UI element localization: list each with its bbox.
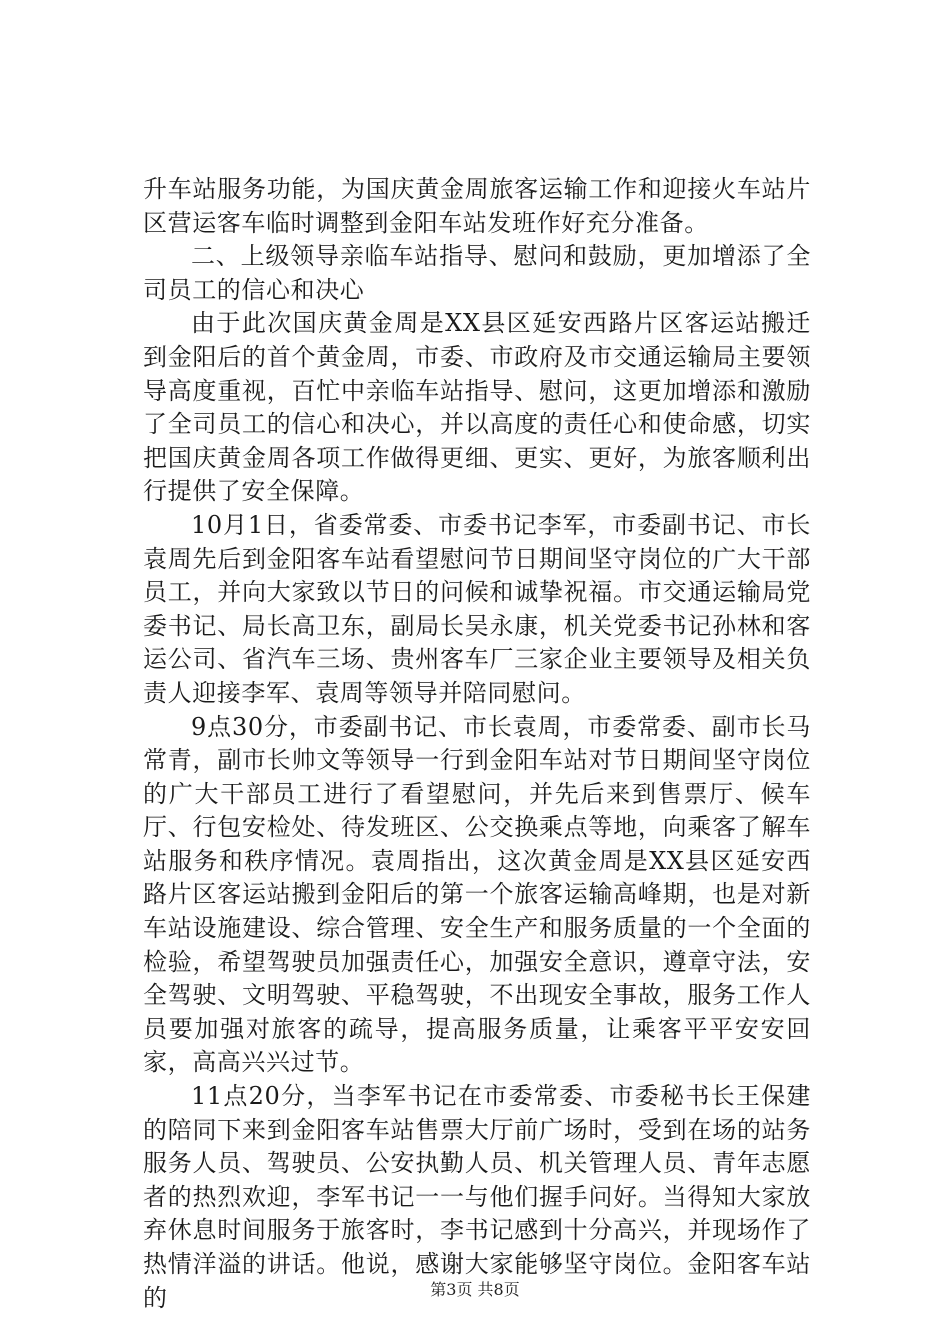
paragraph-3: 由于此次国庆黄金周是XX县区延安西路片区客运站搬迁到金阳后的首个黄金周，市委、市政府及市交通运输局主要领导高度重视，百忙中亲临车站指导、慰问，这更加增添和激励了全司员工的信心和决心，并以高度的责任心和使命感，切实把国庆黄金周各项工作做得更细、更实、更好，为旅客顺利出行提供了安全保障。 <box>143 309 811 506</box>
paragraph-5: 9点30分，市委副书记、市长袁周，市委常委、副市长马常青，副市长帅文等领导一行到金阳车站对节日期间坚守岗位的广大干部员工进行了看望慰问，并先后来到售票厅、候车厅、行包安检处、待发班区、公交换乘点等地，向乘客了解车站服务和秩序情况。袁周指出，这次黄金周是XX县区延安西路片区客运站搬到金阳后的第一个旅客运输高峰期，也是对新车站设施建设、综合管理、安全生产和服务质量的一个全面的检验，希望驾驶员加强责任心，加强安全意识，遵章守法，安全驾驶、文明驾驶、平稳驾驶，不出现安全事故，服务工作人员要加强对旅客的疏导，提高服务质量，让乘客平平安安回家，高高兴兴过节。 <box>143 712 811 1077</box>
section-heading: 二、上级领导亲临车站指导、慰问和鼓励，更加增添了全司员工的信心和决心 <box>143 242 811 304</box>
paragraph-1: 升车站服务功能，为国庆黄金周旅客运输工作和迎接火车站片区营运客车临时调整到金阳车站发班作好充分准备。 <box>143 175 811 237</box>
paragraph-6: 11点20分，当李军书记在市委常委、市委秘书长王保建的陪同下来到金阳客车站售票大厅前广场时，受到在场的站务服务人员、驾驶员、公安执勤人员、机关管理人员、青年志愿者的热烈欢迎，李军书记一一与他们握手问好。当得知大家放弃休息时间服务于旅客时，李书记感到十分高兴，并现场作了热情洋溢的讲话。他说，感谢大家能够坚守岗位。金阳客车站的 <box>143 1082 811 1312</box>
page-number-footer: 第3页 共8页 <box>430 1280 520 1299</box>
document-body <box>143 173 811 1315</box>
paragraph-4: 10月1日，省委常委、市委书记李军，市委副书记、市长袁周先后到金阳客车站看望慰问节日期间坚守岗位的广大干部员工，并向大家致以节日的问候和诚挚祝福。市交通运输局党委书记、局长高卫东，副局长吴永康，机关党委书记孙林和客运公司、省汽车三场、贵州客车厂三家企业主要领导及相关负责人迎接李军、袁周等领导并陪同慰问。 <box>143 510 811 707</box>
